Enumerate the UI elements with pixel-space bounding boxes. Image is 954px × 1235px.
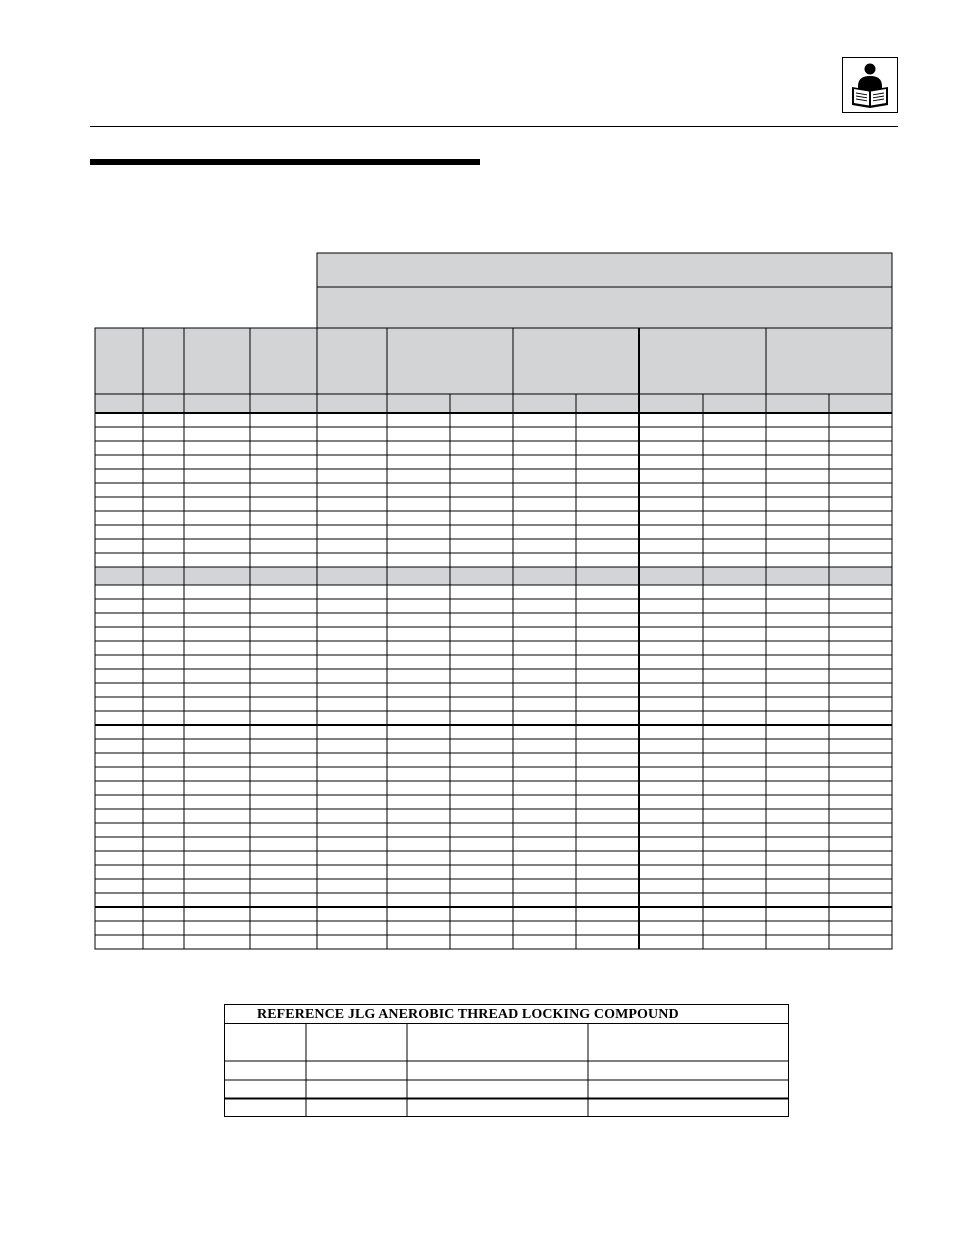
chart-outer-border bbox=[95, 328, 892, 949]
compound-table bbox=[224, 1004, 789, 1117]
compound-table-title: REFERENCE JLG ANEROBIC THREAD LOCKING COMPOUND bbox=[225, 1005, 788, 1024]
chart-section-shaded-row bbox=[95, 567, 892, 585]
chart-banner-sub bbox=[317, 287, 892, 328]
compound-table-grid bbox=[225, 1024, 788, 1116]
chart-units-row bbox=[95, 394, 892, 413]
chart-banner-top bbox=[317, 253, 892, 287]
torque-chart-grid bbox=[95, 253, 892, 949]
chart-header-row bbox=[95, 328, 892, 394]
